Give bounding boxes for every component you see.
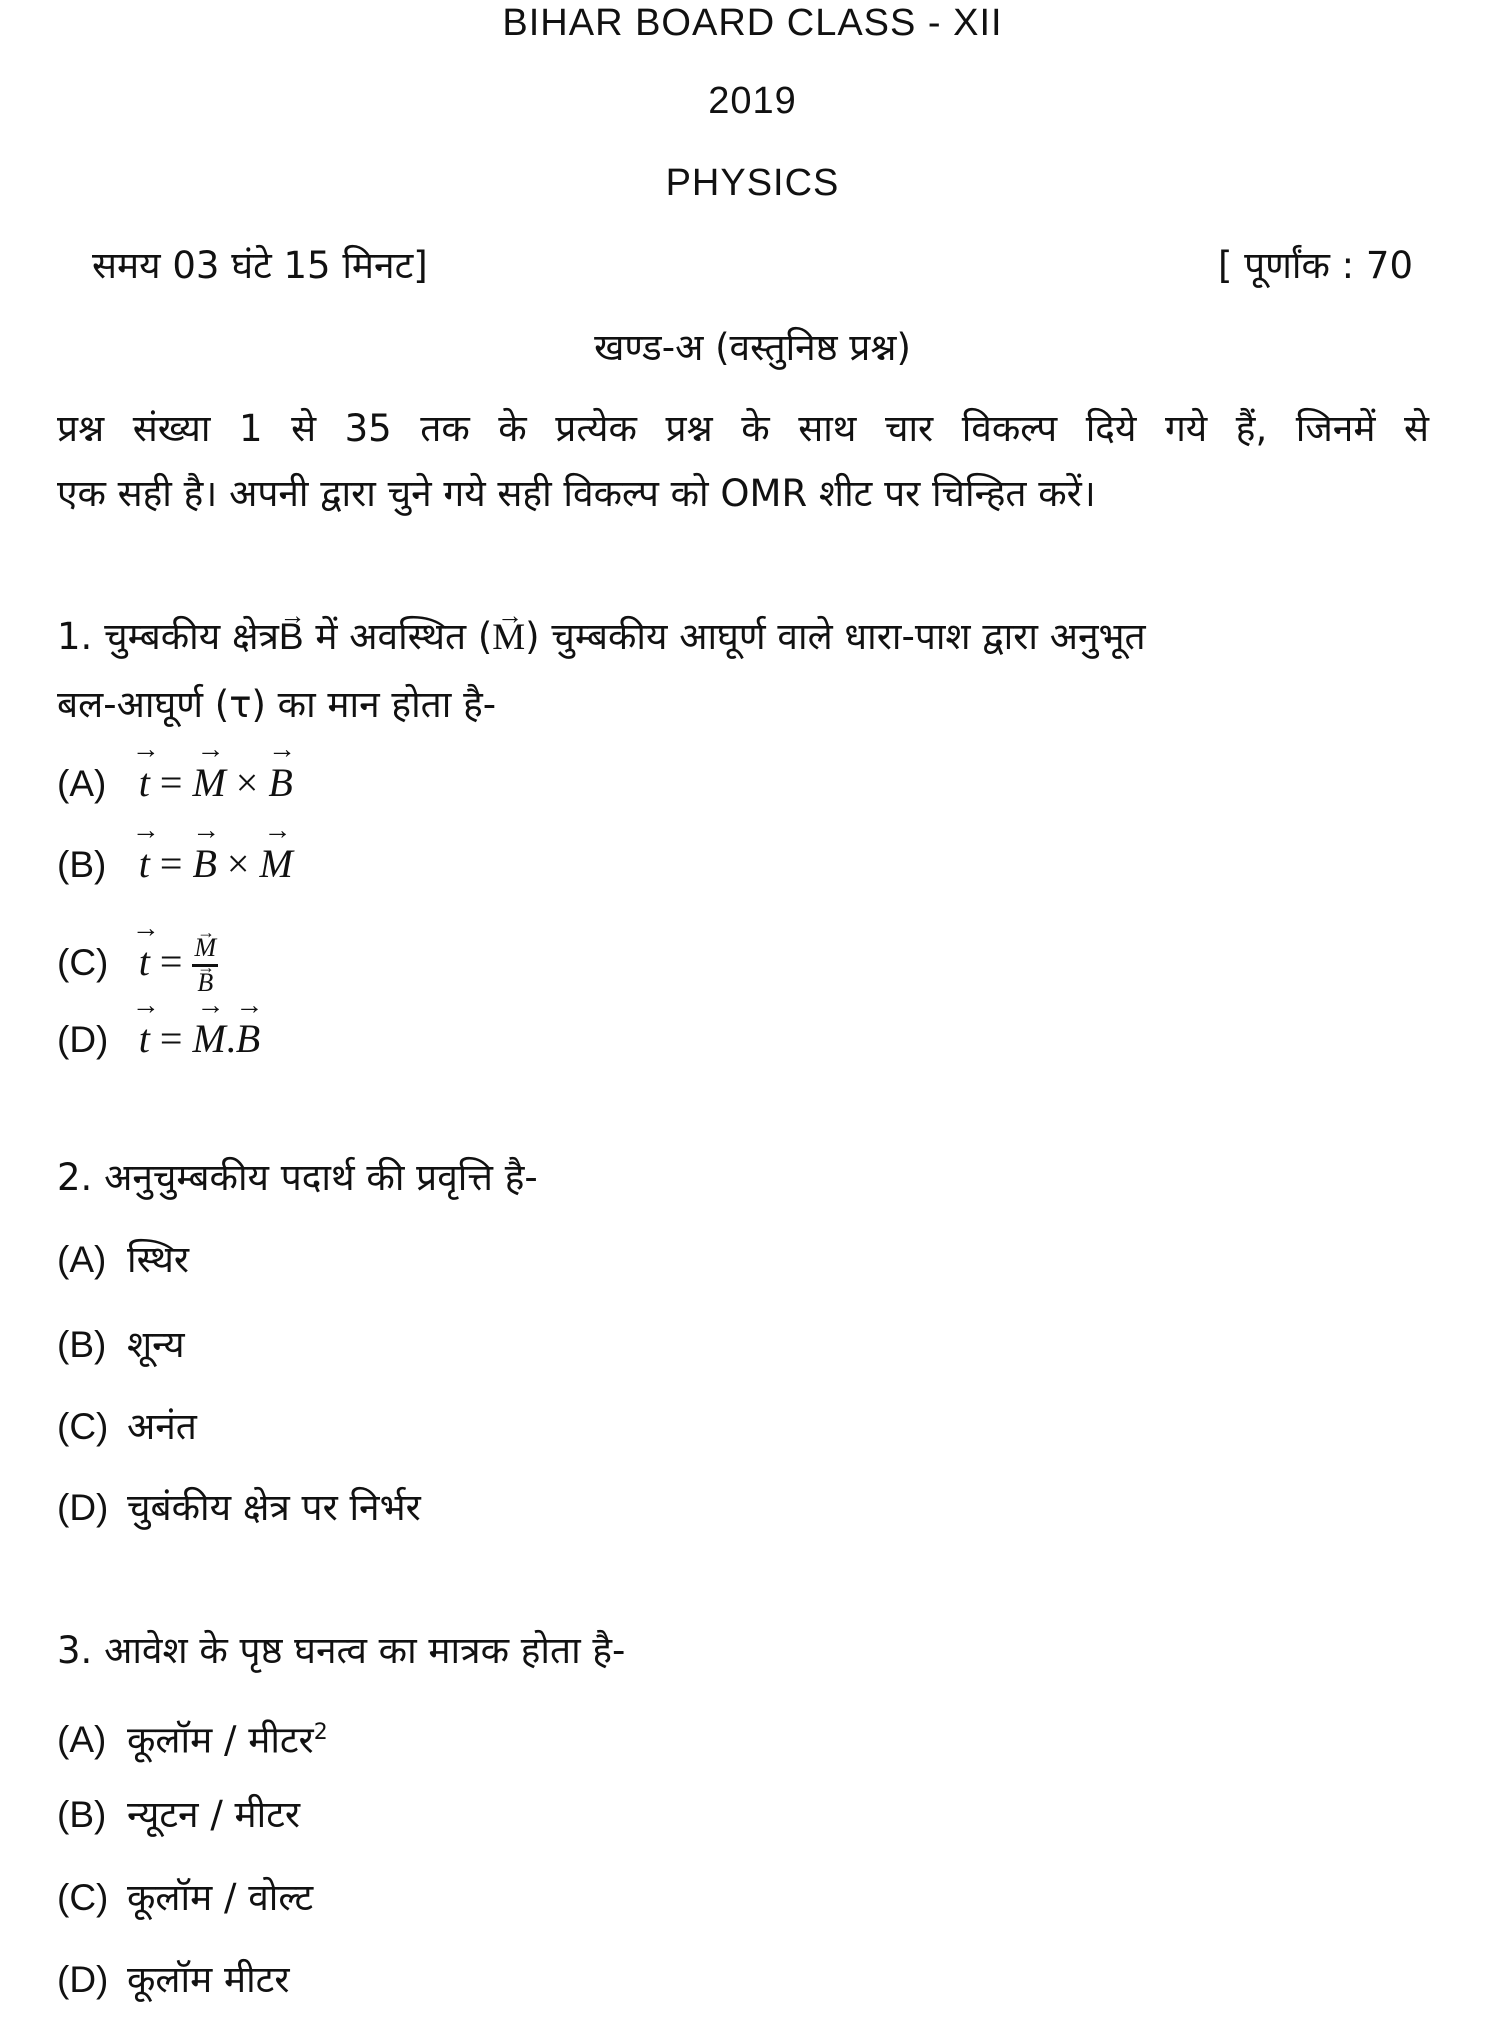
option-1c — [57, 934, 218, 997]
question-1-line-2: बल-आघूर्ण (τ) का मान होता है- — [57, 683, 497, 726]
option-text: कूलॉम मीटर — [127, 1958, 290, 2001]
cross-operator: × — [226, 841, 250, 886]
option-text: अनंत — [127, 1405, 197, 1448]
vector-b: → B — [236, 1016, 260, 1062]
cross-operator: × — [235, 760, 259, 805]
option-label: (D) — [57, 1959, 109, 2000]
instructions-line-2: एक सही है। अपनी द्वारा चुने गये सही विकल्प को OMR शीट पर चिन्हित करें। — [57, 472, 1096, 515]
option-3d — [57, 1957, 289, 2003]
option-text: कूलॉम / वोल्ट — [127, 1876, 314, 1919]
question-text: अनुचुम्बकीय पदार्थ की प्रवृत्ति है- — [104, 1156, 538, 1199]
question-number: 1. — [57, 615, 93, 658]
equals-sign: = — [159, 1016, 183, 1061]
option-1a — [57, 760, 293, 807]
option-label: (A) — [57, 1719, 107, 1761]
vector-tau: → t — [139, 1016, 150, 1062]
board-title: BIHAR BOARD CLASS - XII — [502, 2, 1003, 44]
subject-title: PHYSICS — [665, 162, 840, 204]
exam-year: 2019 — [708, 80, 797, 122]
option-text: स्थिर — [127, 1238, 190, 1281]
vector-m: → M — [259, 841, 292, 887]
option-label: (D) — [57, 1019, 109, 1060]
option-1b — [57, 841, 293, 888]
option-2b — [57, 1322, 185, 1368]
question-text: ) चुम्बकीय आघूर्ण वाले धारा-पाश द्वारा अनुभूत — [525, 615, 1146, 658]
equals-sign: = — [159, 760, 183, 805]
question-number: 2. — [57, 1156, 93, 1199]
option-label: (A) — [57, 1239, 107, 1280]
option-3b — [57, 1792, 300, 1838]
full-marks: [ पूर्णांक : 70 — [1217, 244, 1413, 287]
option-label: (B) — [57, 1794, 107, 1835]
vector-tau: → t — [139, 760, 150, 806]
question-text: में अवस्थित ( — [315, 615, 493, 658]
option-label: (C) — [57, 941, 109, 983]
question-number: 3. — [57, 1629, 93, 1672]
vector-m: → M — [192, 760, 225, 806]
time-allowed: समय 03 घंटे 15 मिनट] — [92, 244, 428, 287]
option-label: (B) — [57, 1324, 107, 1365]
equals-sign: = — [159, 938, 183, 984]
option-text: शून्य — [127, 1323, 185, 1366]
option-label: (D) — [57, 1487, 109, 1528]
option-3c — [57, 1875, 313, 1921]
option-label: (C) — [57, 1877, 109, 1918]
question-text: आवेश के पृष्ठ घनत्व का मात्रक होता है- — [104, 1629, 626, 1672]
vector-m: → M — [492, 615, 525, 661]
dot-operator: . — [225, 1016, 236, 1061]
option-text: न्यूटन / मीटर — [127, 1793, 301, 1836]
superscript: 2 — [313, 1720, 328, 1745]
vector-b: → B — [197, 969, 213, 997]
vector-tau: → t — [139, 841, 150, 887]
option-2d — [57, 1485, 421, 1531]
vector-tau: → t — [139, 939, 150, 985]
option-label: (A) — [57, 763, 107, 804]
instructions-line-1: प्रश्न संख्या 1 से 35 तक के प्रत्येक प्रश्न के साथ चार विकल्प दिये गये हैं, जिनमें से — [57, 407, 1429, 450]
question-3 — [57, 1628, 625, 1674]
question-2 — [57, 1155, 538, 1201]
question-1 — [57, 614, 1146, 661]
equals-sign: = — [159, 841, 183, 886]
option-label: (C) — [57, 1406, 109, 1447]
option-2a — [57, 1237, 189, 1283]
option-text: चुबंकीय क्षेत्र पर निर्भर — [127, 1486, 421, 1529]
vector-b: → B — [192, 841, 216, 887]
vector-b: → B — [268, 760, 292, 806]
option-label: (B) — [57, 844, 107, 885]
option-1d — [57, 1016, 260, 1063]
question-text: चुम्बकीय क्षेत्र — [104, 615, 279, 658]
fraction — [192, 934, 218, 997]
option-text: कूलॉम / मीटर — [127, 1718, 314, 1762]
vector-b: → B — [279, 614, 304, 660]
option-3a — [57, 1710, 328, 1763]
option-2c — [57, 1404, 197, 1450]
section-title: खण्ड-अ (वस्तुनिष्ठ प्रश्न) — [594, 326, 911, 369]
vector-m: → M — [192, 1016, 225, 1062]
vector-m: → M — [194, 934, 216, 962]
